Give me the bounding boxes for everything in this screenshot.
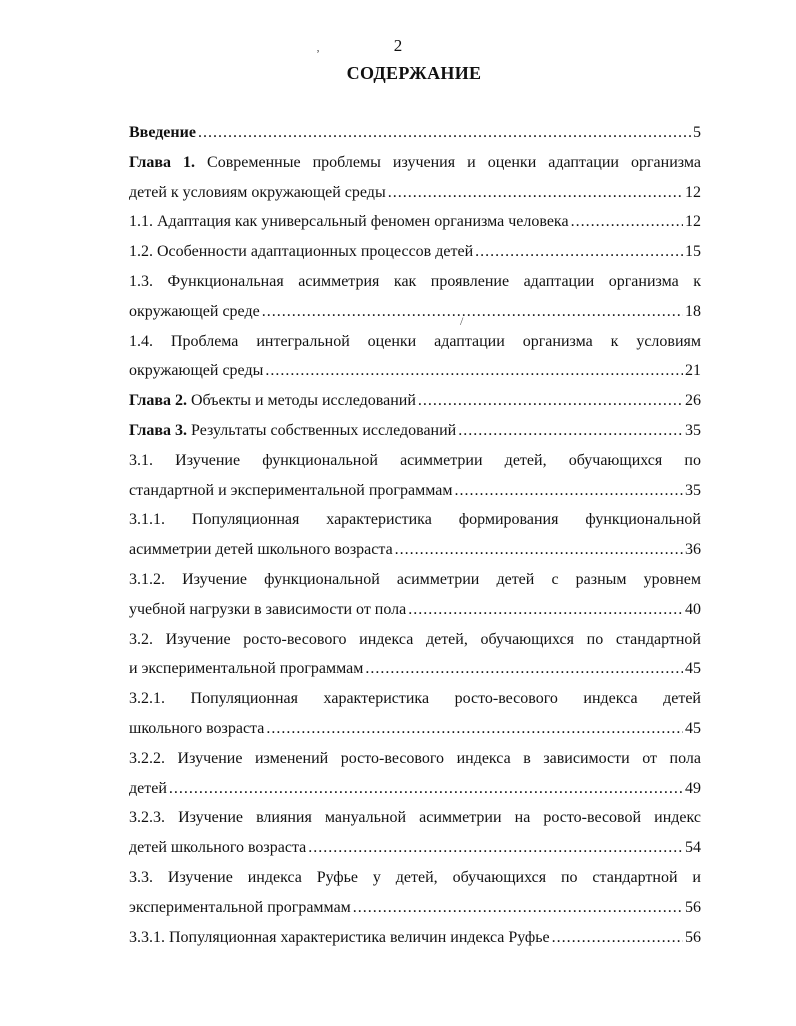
- toc-page-number: 40: [685, 600, 701, 618]
- toc-page-number: 54: [685, 839, 701, 857]
- page-title: СОДЕРЖАНИЕ: [346, 63, 482, 83]
- toc-entry[interactable]: [129, 803, 701, 863]
- toc-leader: [198, 118, 691, 148]
- toc-entry-text-continued: окружающей среды: [129, 362, 264, 380]
- toc-page-number: 56: [685, 928, 701, 946]
- table-of-contents: [129, 118, 701, 952]
- toc-entry-text: 3.1. Изучение функциональной асимметрии детей, обучающихся по: [129, 451, 701, 469]
- toc-leader: [169, 774, 683, 804]
- toc-entry-text-continued: учебной нагрузки в зависимости от пола: [129, 600, 407, 618]
- toc-page-number: 12: [685, 213, 701, 231]
- toc-entry-text-continued: детей школьного возраста: [129, 839, 307, 857]
- toc-entry[interactable]: [129, 863, 701, 923]
- toc-leader: [408, 595, 683, 625]
- toc-entry[interactable]: [129, 446, 701, 506]
- toc-entry[interactable]: [129, 565, 701, 625]
- toc-entry[interactable]: [129, 684, 701, 744]
- toc-entry[interactable]: [129, 923, 701, 953]
- toc-entry-text: Объекты и методы исследований: [187, 392, 416, 410]
- toc-entry-text: Современные проблемы изучения и оценки адаптации организма: [195, 153, 701, 171]
- toc-page-number: 45: [685, 660, 701, 678]
- toc-entry-text-continued: школьного возраста: [129, 719, 265, 737]
- toc-page-number: 35: [685, 421, 701, 439]
- toc-entry[interactable]: [129, 118, 701, 148]
- toc-page-number: 36: [685, 541, 701, 559]
- toc-leader: [475, 237, 683, 267]
- toc-entry-text: 1.2. Особенности адаптационных процессов детей: [129, 243, 474, 261]
- toc-entry[interactable]: [129, 625, 701, 685]
- toc-entry-text-continued: асимметрии детей школьного возраста: [129, 541, 393, 559]
- toc-entry[interactable]: [129, 744, 701, 804]
- toc-leader: [353, 893, 683, 923]
- toc-leader: [266, 714, 683, 744]
- toc-page-number: 45: [685, 719, 701, 737]
- toc-entry[interactable]: [129, 267, 701, 327]
- toc-entry-heading: Введение: [129, 124, 196, 141]
- toc-entry-text: 1.4. Проблема интегральной оценки адаптации организма к условиям: [129, 332, 701, 350]
- toc-leader: [265, 356, 683, 386]
- toc-entry-text: 1.3. Функциональная асимметрия как проявление адаптации организма к: [129, 272, 701, 290]
- toc-entry[interactable]: [129, 505, 701, 565]
- scan-speck: ‚: [316, 40, 320, 54]
- toc-leader: [418, 386, 683, 416]
- toc-entry-text: 3.3.1. Популяционная характеристика величин индекса Руфье: [129, 928, 550, 946]
- toc-entry-text: 3.2. Изучение росто-весового индекса детей, обучающихся по стандартной: [129, 630, 701, 648]
- toc-page-number: 56: [685, 898, 701, 916]
- toc-entry[interactable]: [129, 148, 701, 208]
- toc-entry-heading: Глава 2.: [129, 392, 187, 410]
- toc-leader: [458, 416, 683, 446]
- toc-entry-heading: Глава 1.: [129, 153, 196, 171]
- toc-entry[interactable]: [129, 386, 701, 416]
- toc-leader: [308, 833, 683, 863]
- toc-page-number: 18: [685, 302, 701, 320]
- toc-entry-text: 3.1.2. Изучение функциональной асимметрии детей с разным уровнем: [129, 570, 701, 588]
- toc-entry[interactable]: [129, 416, 701, 446]
- toc-entry-text-continued: стандартной и экспериментальной программам: [129, 481, 453, 499]
- toc-page-number: 21: [685, 362, 701, 380]
- toc-entry-text: Результаты собственных исследований: [187, 421, 457, 439]
- toc-leader: [395, 535, 683, 565]
- toc-entry-text: 3.2.3. Изучение влияния мануальной асимметрии на росто-весовой индекс: [129, 809, 701, 827]
- toc-entry-text: 1.1. Адаптация как универсальный феномен организма человека: [129, 213, 569, 231]
- page-number: 2: [393, 36, 403, 55]
- toc-leader: [262, 297, 683, 327]
- toc-entry-text: 3.2.1. Популяционная характеристика росто-весового индекса детей: [129, 690, 701, 708]
- toc-page-number: 12: [685, 183, 701, 201]
- toc-entry[interactable]: [129, 237, 701, 267]
- toc-entry-text-continued: экспериментальной программам: [129, 898, 351, 916]
- toc-entry-text-continued: и экспериментальной программам: [129, 660, 364, 678]
- toc-entry-text: 3.3. Изучение индекса Руфье у детей, обучающихся по стандартной и: [129, 868, 701, 886]
- toc-entry-text-continued: детей: [129, 779, 167, 797]
- toc-page-number: 26: [685, 392, 701, 410]
- toc-page-number: 5: [693, 124, 701, 141]
- toc-leader: [454, 476, 683, 506]
- toc-entry[interactable]: [129, 207, 701, 237]
- toc-entry-text: 3.2.2. Изучение изменений росто-весового индекса в зависимости от пола: [129, 749, 701, 767]
- toc-page-number: 49: [685, 779, 701, 797]
- toc-entry-text: 3.1.1. Популяционная характеристика формирования функциональной: [129, 511, 701, 529]
- toc-page-number: 15: [685, 243, 701, 261]
- toc-leader: [388, 178, 683, 208]
- toc-entry-text-continued: детей к условиям окружающей среды: [129, 183, 386, 201]
- toc-leader: [365, 654, 683, 684]
- scan-speck: /: [460, 314, 464, 328]
- toc-entry-heading: Глава 3.: [129, 421, 187, 439]
- toc-leader: [571, 207, 683, 237]
- toc-leader: [552, 923, 683, 953]
- toc-page-number: 35: [685, 481, 701, 499]
- toc-entry[interactable]: [129, 327, 701, 387]
- toc-entry-text-continued: окружающей среде: [129, 302, 260, 320]
